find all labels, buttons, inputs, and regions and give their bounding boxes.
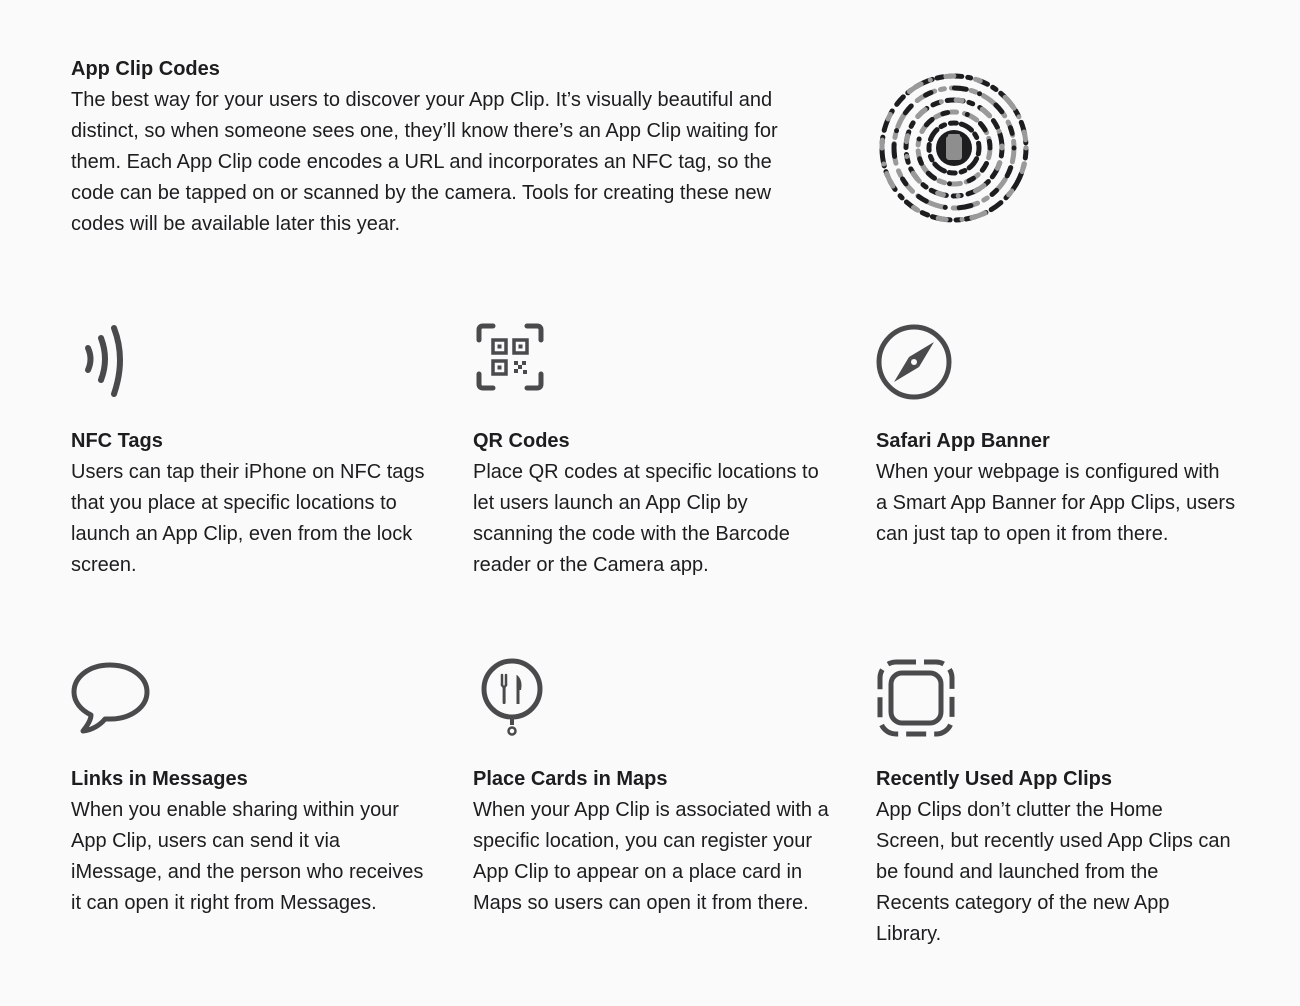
feature-qr-codes (473, 320, 833, 581)
feature-recently-used-app-clips (876, 658, 1236, 950)
message-bubble-icon (71, 658, 151, 738)
place-cards-in-maps-description: When your App Clip is associated with a specific location, you can register your App Clip to appear on a place card in Maps so users can open it from there. (473, 799, 829, 914)
nfc-waves-icon (71, 320, 151, 400)
nfc-tags-description: Users can tap their iPhone on NFC tags that you place at specific locations to launch an App Clip, even from the lock screen. (71, 461, 425, 576)
recently-used-app-clips-title: Recently Used App Clips (876, 768, 1112, 790)
feature-links-in-messages (71, 658, 431, 919)
map-pin-fork-knife-icon (473, 658, 553, 738)
safari-compass-icon (876, 320, 956, 400)
feature-safari-app-banner (876, 320, 1236, 550)
qr-code-viewfinder-icon (473, 320, 553, 400)
app-clip-code-icon (874, 68, 1034, 228)
recently-used-app-clips-description: App Clips don’t clutter the Home Screen, but recently used App Clips can be found and launched from the Recents category of the new App Library. (876, 799, 1231, 945)
links-in-messages-title: Links in Messages (71, 768, 248, 790)
qr-codes-description: Place QR codes at specific locations to let users launch an App Clip by scanning the code with the Barcode reader or the Camera app. (473, 461, 819, 576)
nfc-tags-title: NFC Tags (71, 430, 163, 452)
links-in-messages-description: When you enable sharing within your App Clip, users can send it via iMessage, and the person who receives it can open it right from Messages. (71, 799, 424, 914)
app-clip-codes-section (71, 54, 791, 240)
safari-app-banner-title: Safari App Banner (876, 430, 1050, 452)
feature-nfc-tags (71, 320, 431, 581)
app-clip-codes-description: The best way for your users to discover your App Clip. It’s visually beautiful and distinct, so when someone sees one, they’ll know there’s an App Clip waiting for them. Each App Clip code encodes a URL and incorporates an NFC tag, so the code can be tapped on or scanned by the camera. Tools for creating these new codes will be available later this year. (71, 89, 778, 235)
safari-app-banner-description: When your webpage is configured with a Smart App Banner for App Clips, users can just tap to open it from there. (876, 461, 1236, 545)
app-library-square-icon (876, 658, 956, 738)
place-cards-in-maps-title: Place Cards in Maps (473, 768, 668, 790)
feature-place-cards-in-maps (473, 658, 833, 919)
app-clip-codes-title: App Clip Codes (71, 58, 220, 80)
qr-codes-title: QR Codes (473, 430, 570, 452)
